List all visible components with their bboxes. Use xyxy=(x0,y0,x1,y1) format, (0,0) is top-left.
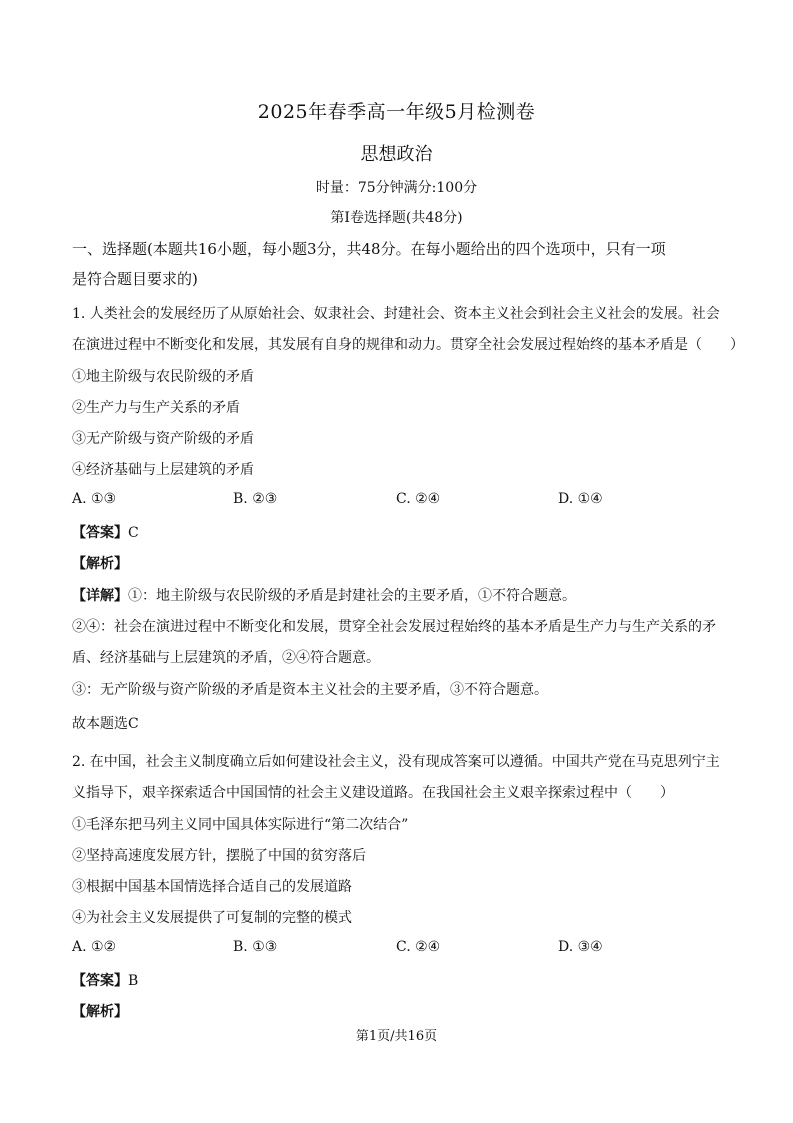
q1-item: ④经济基础与上层建筑的矛盾 xyxy=(72,462,254,478)
section-instructions-line1: 一、选择题(本题共16小题，每小题3分，共48分。在每小题给出的四个选项中，只有一项 xyxy=(72,240,666,258)
q1-stem-line2: 在演进过程中不断变化和发展，其发展有自身的规律和动力。贯穿全社会发展过程始终的基本矛盾是（ ） xyxy=(72,337,744,353)
subject-title: 思想政治 xyxy=(360,144,433,165)
detail-label: 【详解】 xyxy=(72,588,128,604)
q2-stem-line1: 2. 在中国，社会主义制度确立后如何建设社会主义，没有现成答案可以遵循。中国共产党在马克思列宁主 xyxy=(72,754,720,770)
q1-detail-line3: 盾、经济基础与上层建筑的矛盾，②④符合题意。 xyxy=(72,650,380,666)
answer-value: B xyxy=(128,973,139,989)
q2-option-c: C. ②④ xyxy=(396,939,441,955)
q1-analysis-label: 【解析】 xyxy=(72,556,128,572)
q2-item: ①毛泽东把马列主义同中国具体实际进行“第二次结合” xyxy=(72,817,409,833)
q1-option-a: A. ①③ xyxy=(72,491,117,507)
q1-conclusion: 故本题选C xyxy=(72,716,139,732)
q2-item: ②坚持高速度发展方针，摆脱了中国的贫穷落后 xyxy=(72,848,366,864)
q1-option-b: B. ②③ xyxy=(233,491,278,507)
q2-option-a: A. ①② xyxy=(72,939,117,955)
answer-label: 【答案】 xyxy=(72,525,128,541)
exam-title: 2025年春季高一年级5月检测卷 xyxy=(257,101,536,123)
page-footer: 第1页/共16页 xyxy=(355,1029,438,1044)
volume-heading: 第I卷选择题(共48分) xyxy=(330,210,463,226)
q1-detail-line2: ②④：社会在演进过程中不断变化和发展，贯穿全社会发展过程始终的基本矛盾是生产力与生产关系的矛 xyxy=(72,619,716,635)
q1-answer xyxy=(72,522,139,542)
q1-item: ①地主阶级与农民阶级的矛盾 xyxy=(72,369,254,385)
q1-item: ②生产力与生产关系的矛盾 xyxy=(72,400,240,416)
detail-text: ①：地主阶级与农民阶级的矛盾是封建社会的主要矛盾，①不符合题意。 xyxy=(128,588,576,604)
q1-stem-line1: 1. 人类社会的发展经历了从原始社会、奴隶社会、封建社会、资本主义社会到社会主义社会的发展。社会 xyxy=(72,306,720,322)
answer-label: 【答案】 xyxy=(72,973,128,989)
q2-stem-line2: 义指导下，艰辛探索适合中国国情的社会主义建设道路。在我国社会主义艰辛探索过程中（ ） xyxy=(72,785,674,801)
q2-option-d: D. ③④ xyxy=(558,939,603,955)
q2-option-b: B. ①③ xyxy=(233,939,278,955)
q2-item: ③根据中国基本国情选择合适自己的发展道路 xyxy=(72,879,352,895)
q1-detail-line1 xyxy=(72,585,576,605)
q1-item: ③无产阶级与资产阶级的矛盾 xyxy=(72,431,254,447)
q1-option-d: D. ①④ xyxy=(558,491,603,507)
section-instructions-line2: 是符合题目要求的) xyxy=(72,270,198,288)
q2-answer xyxy=(72,970,138,990)
exam-meta: 时量：75分钟满分:100分 xyxy=(315,180,478,196)
q2-item: ④为社会主义发展提供了可复制的完整的模式 xyxy=(72,910,352,926)
q2-analysis-label: 【解析】 xyxy=(72,1004,128,1020)
q1-detail-line4: ③：无产阶级与资产阶级的矛盾是资本主义社会的主要矛盾，③不符合题意。 xyxy=(72,682,548,698)
q1-option-c: C. ②④ xyxy=(396,491,441,507)
answer-value: C xyxy=(128,525,139,541)
